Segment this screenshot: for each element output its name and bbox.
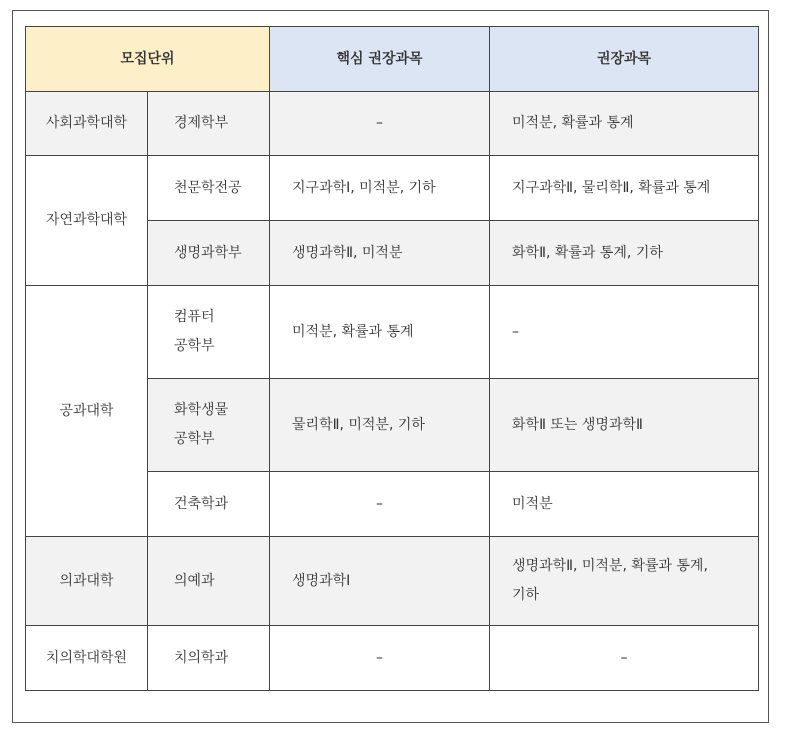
core-cell: 물리학Ⅱ, 미적분, 기하 [270,379,490,472]
dept-line: 컴퓨터 [174,309,215,325]
rec-cell: 미적분 [490,472,759,537]
rec-cell: – [490,626,759,691]
header-row [26,27,759,92]
core-cell: – [270,626,490,691]
table-row [26,156,759,221]
dept-cell: 경제학부 [148,92,270,156]
table-row [26,626,759,691]
dept-line: 공학부 [174,431,215,447]
core-cell: – [270,472,490,537]
college-cell: 의과대학 [26,537,148,626]
core-cell: 지구과학Ⅰ, 미적분, 기하 [270,156,490,221]
core-cell: 미적분, 확률과 통계 [270,286,490,379]
recommended-subjects-table [25,26,759,691]
dept-cell: 치의학과 [148,626,270,691]
dept-cell: 천문학전공 [148,156,270,221]
dept-line: 화학생물 [174,402,229,418]
college-cell: 자연과학대학 [26,156,148,286]
header-recommended: 권장과목 [490,27,759,92]
rec-cell: 화학Ⅱ, 확률과 통계, 기하 [490,221,759,286]
rec-cell: – [490,286,759,379]
dept-cell: 의예과 [148,537,270,626]
rec-line: 기하 [512,587,540,603]
core-cell: 생명과학Ⅰ [270,537,490,626]
rec-cell [490,537,759,626]
table-row [26,92,759,156]
college-cell: 치의학대학원 [26,626,148,691]
college-cell: 공과대학 [26,286,148,537]
core-cell: 생명과학Ⅱ, 미적분 [270,221,490,286]
dept-cell: 건축학과 [148,472,270,537]
dept-cell: 생명과학부 [148,221,270,286]
rec-cell: 지구과학Ⅱ, 물리학Ⅱ, 확률과 통계 [490,156,759,221]
dept-cell [148,379,270,472]
dept-cell [148,286,270,379]
header-core: 핵심 권장과목 [270,27,490,92]
core-cell: – [270,92,490,156]
header-unit: 모집단위 [26,27,270,92]
dept-line: 공학부 [174,338,215,354]
rec-cell: 미적분, 확률과 통계 [490,92,759,156]
table-row [26,537,759,626]
college-cell: 사회과학대학 [26,92,148,156]
rec-line: 생명과학Ⅱ, 미적분, 확률과 통계, [512,558,708,574]
table-row [26,286,759,379]
rec-cell: 화학Ⅱ 또는 생명과학Ⅱ [490,379,759,472]
